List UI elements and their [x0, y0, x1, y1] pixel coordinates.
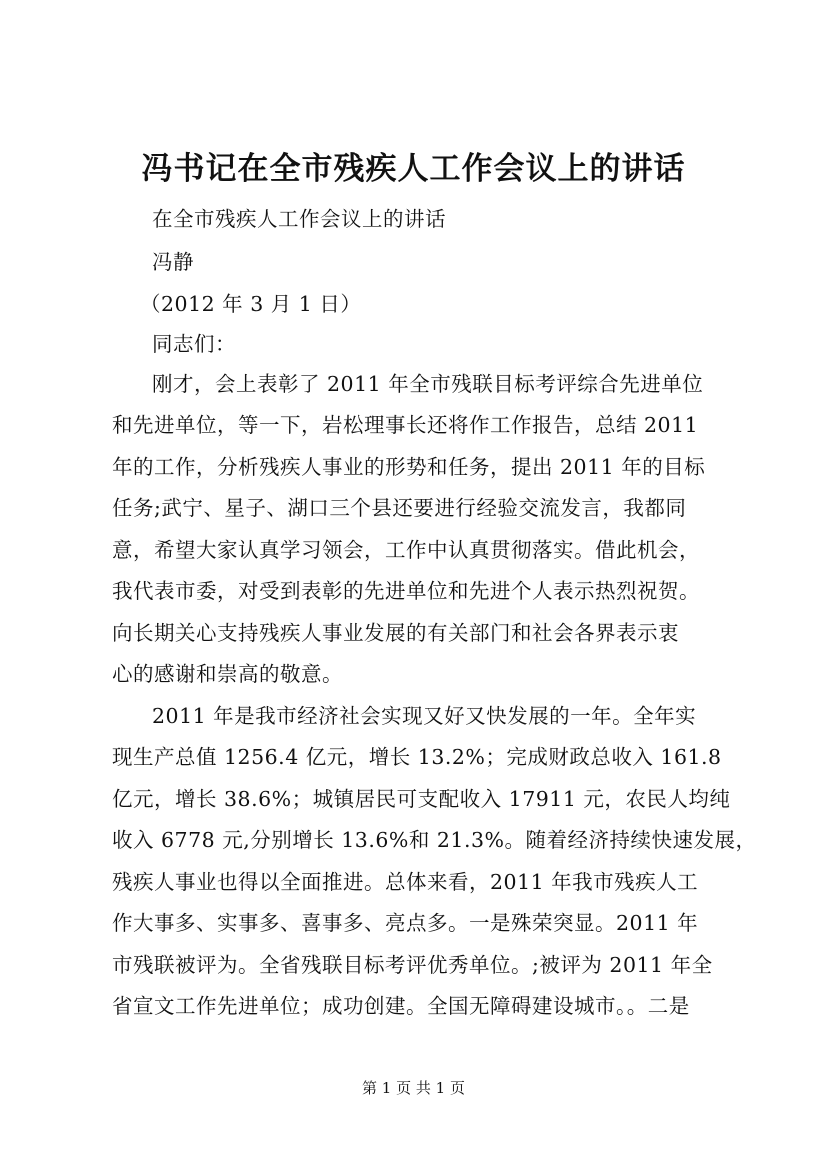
paragraph-line: 市残联被评为。全省残联目标考评优秀单位。;被评为 2011 年全: [112, 953, 713, 977]
paragraph-line: 心的感谢和崇高的敬意。: [112, 662, 343, 686]
salutation: 同志们：: [152, 332, 236, 356]
paragraph-line: 残疾人事业也得以全面推进。总体来看，2011 年我市残疾人工: [112, 870, 699, 894]
document-title: 冯书记在全市残疾人工作会议上的讲话: [141, 151, 686, 187]
paragraph-line: 省宣文工作先进单位；成功创建。全国无障碍建设城市。。二是: [112, 994, 690, 1018]
paragraph-line: 收入 6778 元,分别增长 13.6%和 21.3%。随着经济持续快速发展，: [112, 828, 757, 852]
paragraph-line: 我代表市委，对受到表彰的先进单位和先进个人表示热烈祝贺。: [112, 579, 700, 603]
paragraph-line: 作大事多、实事多、喜事多、亮点多。一是殊荣突显。2011 年: [112, 911, 699, 935]
paragraph-line: 任务;武宁、星子、湖口三个县还要进行经验交流发言，我都同: [112, 496, 687, 520]
paragraph-line: 和先进单位，等一下，岩松理事长还将作工作报告，总结 2011: [112, 413, 699, 437]
paragraph-line: 年的工作，分析残疾人事业的形势和任务，提出 2011 年的目标: [112, 455, 706, 479]
paragraph-line: 现生产总值 1256.4 亿元，增长 13.2%；完成财政总收入 161.8: [112, 745, 722, 769]
paragraph-line: 亿元，增长 38.6%；城镇居民可支配收入 17911 元，农民人均纯: [112, 787, 731, 811]
author-name: 冯静: [152, 250, 194, 274]
document-subtitle: 在全市残疾人工作会议上的讲话: [152, 207, 446, 231]
paragraph-line: 意，希望大家认真学习领会，工作中认真贯彻落实。借此机会，: [112, 538, 700, 562]
speech-date: （2012 年 3 月 1 日）: [140, 292, 362, 316]
paragraph-line: 向长期关心支持残疾人事业发展的有关部门和社会各界表示衷: [112, 621, 679, 645]
page-footer: 第 1 页 共 1 页: [362, 1079, 465, 1097]
paragraph-line: 刚才，会上表彰了 2011 年全市残联目标考评综合先进单位: [152, 372, 704, 396]
paragraph-line: 2011 年是我市经济社会实现又好又快发展的一年。全年实: [152, 704, 697, 728]
